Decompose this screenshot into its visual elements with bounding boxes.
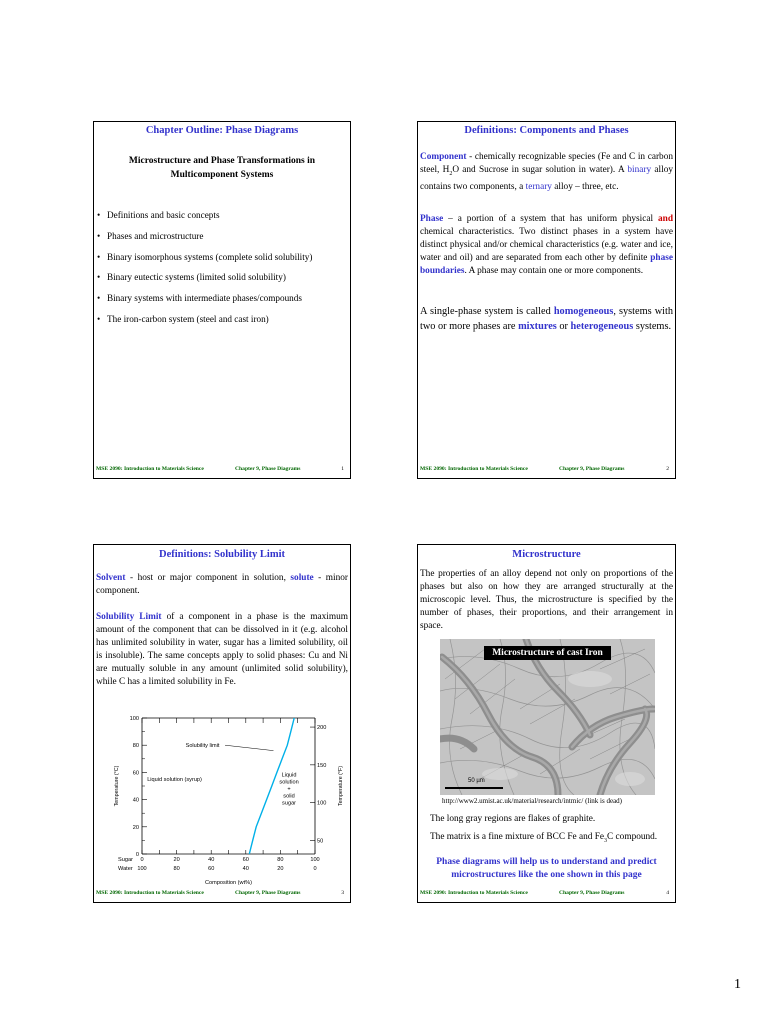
emphasis-and: and [658,214,673,224]
y-axis-label-left: Temperature (°C) [114,765,120,807]
region-label-two-phase: Liquid [281,772,297,779]
footer-course: MSE 2090: Introduction to Materials Science [420,890,528,896]
text: chemical characteristics. Two distinct phases in a system have distinct physical and/or chemical characteristics (e.g. water and ice, water and oil) and are separated from each other by definite [420,227,673,263]
term-homogeneous: homogeneous [553,306,614,317]
slide-footer [96,890,344,899]
footer-course: MSE 2090: Introduction to Materials Science [96,466,204,472]
footer-chapter: Chapter 9, Phase Diagrams [559,466,625,472]
x-tick-label: 60 [208,866,215,872]
y-tick-label-left: 80 [132,743,139,750]
text: A single-phase system is called [420,306,554,317]
x-tick-label: 80 [277,857,284,863]
micrograph-caption: Microstructure of cast Iron [484,646,611,660]
term-solute: solute [290,573,314,583]
list-item: • Binary eutectic systems (limited solid solubility) [94,272,312,293]
text: C compound. [607,832,658,842]
term-phase: Phase [420,214,444,224]
slide-footer [420,466,669,475]
text: The matrix is a fine mixture of BCC Fe and Fe [430,832,605,842]
x-tick-label: 100 [137,866,147,872]
region-label-two-phase: solid [283,793,295,800]
list-item: • Binary isomorphous systems (complete solid solubility) [94,252,312,273]
y-tick-label-right: 100 [317,800,327,807]
y-tick-label-left: 100 [129,716,139,722]
x-tick-label: 0 [140,857,144,863]
y-tick-label-left: 20 [132,824,139,831]
component-paragraph [420,151,673,194]
slide-number: 3 [341,890,344,896]
slide-footer [420,890,669,899]
x-tick-label: 20 [277,866,284,872]
y-tick-label-left: 40 [132,797,139,804]
subtitle-line: Multicomponent Systems [170,170,274,180]
slide-subtitle [94,154,350,182]
slide-number: 4 [666,890,669,896]
term-binary: binary [627,165,652,175]
closing-statement [418,856,675,882]
term-ternary: ternary [525,181,552,192]
slide-title: Chapter Outline: Phase Diagrams [145,125,299,136]
micrograph-image [440,639,655,795]
y-axis-label-right: Temperature (°F) [338,765,344,807]
homogeneous-paragraph [420,304,673,334]
x-tick-label: 80 [173,866,180,872]
y-tick-label-right: 50 [317,838,324,845]
microstructure-paragraph: The properties of an alloy depend not only on proportions of the phases but also on how they are arranged structurally at the microscopic level. Thus, the microstructure is specified by the number of phases, their proportions, and their arrangement in space. [420,569,673,631]
term-solvent: Solvent [96,573,126,583]
term-phase-boundaries: phase boundaries [420,253,673,276]
footer-chapter: Chapter 9, Phase Diagrams [559,890,625,896]
graphite-note: The long gray regions are flakes of graphite. [430,814,596,824]
footer-course: MSE 2090: Introduction to Materials Science [96,890,204,896]
text: alloy contains two components, a [420,165,673,192]
region-label-liquid: Liquid solution (syrup) [147,777,202,784]
text: . A phase may contain one or more components. [464,266,644,276]
slide-number: 1 [341,466,344,472]
list-item: • Phases and microstructure [94,231,312,252]
page-number: 1 [734,977,741,992]
solubility-paragraph [96,611,348,689]
list-item: • Binary systems with intermediate phases/compounds [94,293,312,314]
cast-iron-micrograph [440,639,655,795]
y-tick-label-left: 0 [135,852,139,858]
footer-chapter: Chapter 9, Phase Diagrams [235,466,301,472]
solvent-paragraph [96,572,348,598]
footer-course: MSE 2090: Introduction to Materials Science [420,466,528,472]
region-label-two-phase: solution [279,779,299,786]
slide-title: Definitions: Solubility Limit [158,549,285,560]
text: – a portion of a system that has uniform physical [443,214,658,224]
x-tick-label: 40 [242,866,249,872]
matrix-note [430,832,657,844]
y-tick-label-right: 150 [317,762,327,769]
solubility-limit-label: Solubility limit [185,743,220,750]
text: alloy – three, etc. [551,181,619,192]
phase-paragraph [420,213,673,278]
x-tick-label: 60 [242,857,249,863]
slide-1 [93,121,351,479]
slide-4 [417,544,676,903]
slide-2 [417,121,676,479]
term-heterogeneous: heterogeneous [570,321,634,332]
y-tick-label-left: 60 [132,770,139,777]
text: - minor component. [96,573,349,596]
text: - host or major component in solution, [125,573,291,583]
outline-list [94,210,312,335]
x-axis-label: Composition (wt%) [205,880,252,886]
term-component: Component [420,152,467,162]
closing-line: microstructures like the one shown in this page [451,870,642,880]
term-mixtures: mixtures [518,321,557,332]
text: , systems with two or more phases are [420,306,673,332]
text: - chemically recognizable species (Fe and C in carbon steel, H [420,152,673,175]
x-tick-label: 20 [173,857,180,863]
x-tick-label: 0 [313,866,317,872]
subtitle-line: Microstructure and Phase Transformations in [128,156,316,166]
x-tick-label: 100 [310,857,320,863]
text: O and Sucrose in sugar solution in water). A [452,165,628,175]
y-tick-label-right: 200 [317,725,327,732]
x-row-name: Sugar [118,857,133,863]
subscript: 3 [604,837,608,844]
slide-footer [96,466,344,475]
x-tick-label: 40 [208,857,215,863]
solubility-limit-leader [225,745,273,750]
region-label-two-phase: sugar [282,800,297,807]
footer-chapter: Chapter 9, Phase Diagrams [235,890,301,896]
list-item: • Definitions and basic concepts [94,210,312,231]
slide-title: Microstructure [512,549,581,560]
slide-3 [93,544,351,903]
text: of a component in a phase is the maximum amount of the component that can be dissolved in it (e.g. alcohol has unlimited solubility in water, sugar has a limited solubility, oil is insoluble). The same concepts apply to solid phases: Cu and Ni are mutually soluble in any amount (unlimited solid solubility), while C has a limited solubility in Fe. [96,612,348,687]
image-source-url: http://www2.umist.ac.uk/material/research/intmic/ (link is dead) [442,797,623,805]
term-solubility-limit: Solubility Limit [96,612,162,622]
text: or [556,321,571,332]
text: systems. [633,321,672,332]
closing-line: Phase diagrams will help us to understand and predict [436,857,657,867]
list-item: • The iron-carbon system (steel and cast iron) [94,314,312,335]
solubility-chart [100,710,348,890]
slide-title: Definitions: Components and Phases [464,125,629,136]
scale-bar [445,787,503,789]
x-row-name: Water [118,866,133,872]
slide-number: 2 [666,466,669,472]
region-label-two-phase: + [287,786,291,793]
scale-bar-label: 50 µm [468,778,485,784]
subscript: 2 [449,170,453,177]
